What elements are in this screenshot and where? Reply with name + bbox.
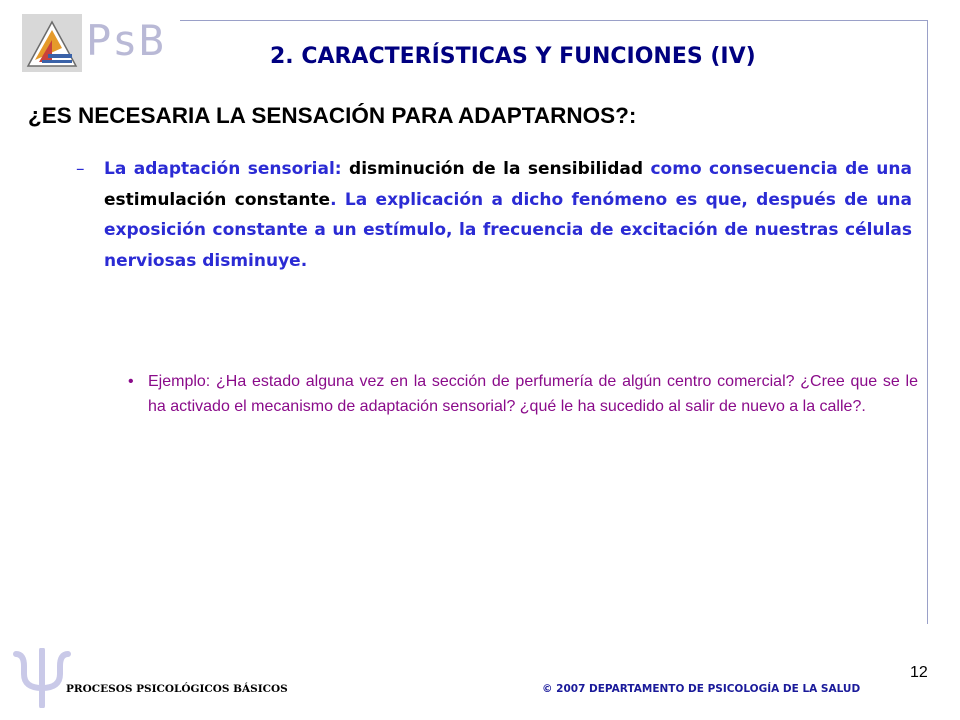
logo-text: PsB	[86, 16, 165, 65]
term-text: La adaptación sensorial:	[104, 159, 342, 179]
definition-text: disminución de la sensibilidad	[349, 159, 644, 179]
footer-course: PROCESOS PSICOLÓGICOS BÁSICOS	[66, 683, 288, 695]
stimulation-text: estimulación constante	[104, 189, 331, 210]
definition-paragraph	[104, 154, 912, 276]
section-question: ¿ES NECESARIA LA SENSACIÓN PARA ADAPTARNOS?:	[28, 103, 637, 128]
logo-icon	[22, 14, 82, 72]
psi-icon	[10, 648, 74, 708]
page-number: 12	[910, 664, 928, 681]
footer-copyright: © 2007 DEPARTAMENTO DE PSICOLOGÍA DE LA SALUD	[542, 683, 861, 695]
page-title: 2. CARACTERÍSTICAS Y FUNCIONES (IV)	[270, 44, 756, 69]
dash-marker: –	[76, 159, 85, 179]
paragraph-rest-text: . La explicación a dicho fenómeno es que, después de una exposición constante a un estímulo, la frecuencia de excitación de nuestras células nerviosas disminuye.	[104, 189, 912, 271]
paragraph-mid-text: como consecuencia de una	[650, 159, 912, 179]
example-text: Ejemplo: ¿Ha estado alguna vez en la sección de perfumería de algún centro comercial? ¿Cree que se le ha activado el mecanismo de adaptación sensorial? ¿qué le ha sucedido al salir de nuevo a la calle?.	[148, 373, 918, 415]
right-divider	[927, 20, 928, 624]
top-divider	[180, 20, 928, 21]
bullet-marker: •	[128, 373, 134, 390]
